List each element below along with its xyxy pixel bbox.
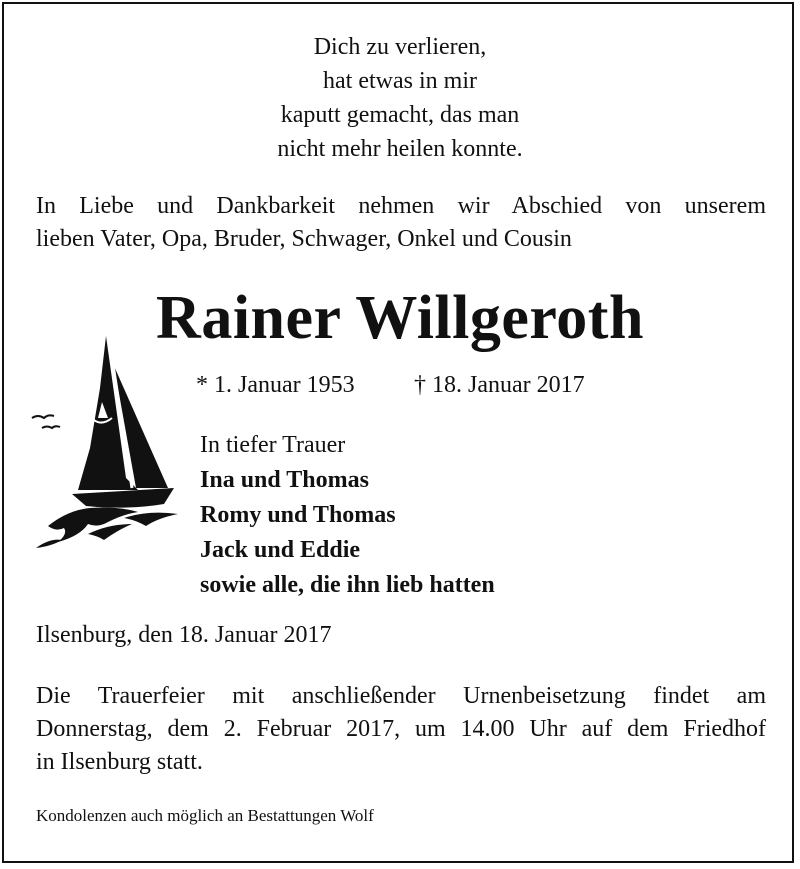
sailboat-icon: [28, 328, 208, 558]
condolence-note: Kondolenzen auch möglich an Bestattungen Wolf: [36, 806, 374, 825]
funeral-line: in Ilsenburg statt.: [36, 749, 203, 775]
mourner-name: sowie alle, die ihn lieb hatten: [200, 572, 495, 598]
mourners-block: [200, 428, 495, 603]
mourner-name: Ina und Thomas: [200, 467, 369, 493]
deceased-name: Rainer Willgeroth: [156, 284, 644, 352]
poem-line: hat etwas in mir: [323, 68, 477, 94]
intro-line: In Liebe und Dankbarkeit nehmen wir Abschied von unserem: [36, 193, 766, 219]
poem-line: kaputt gemacht, das man: [280, 102, 520, 128]
funeral-line: Die Trauerfeier mit anschließender Urnenbeisetzung findet am: [36, 683, 766, 709]
mourner-name: Jack und Eddie: [200, 537, 361, 563]
intro-text: [36, 190, 766, 256]
poem-line: Dich zu verlieren,: [313, 34, 487, 60]
place-date: Ilsenburg, den 18. Januar 2017: [36, 622, 332, 648]
mourners-heading: In tiefer Trauer: [200, 432, 346, 458]
poem-line: nicht mehr heilen konnte.: [277, 136, 523, 162]
poem: [0, 30, 800, 166]
intro-line: lieben Vater, Opa, Bruder, Schwager, Onkel und Cousin: [36, 226, 572, 252]
mourner-name: Romy und Thomas: [200, 502, 396, 528]
funeral-info: [36, 680, 766, 779]
funeral-line: Donnerstag, dem 2. Februar 2017, um 14.00 Uhr auf dem Friedhof: [36, 716, 766, 742]
birds-icon: [28, 410, 68, 440]
birth-date: * 1. Januar 1953: [196, 372, 355, 398]
death-date: † 18. Januar 2017: [414, 372, 585, 398]
